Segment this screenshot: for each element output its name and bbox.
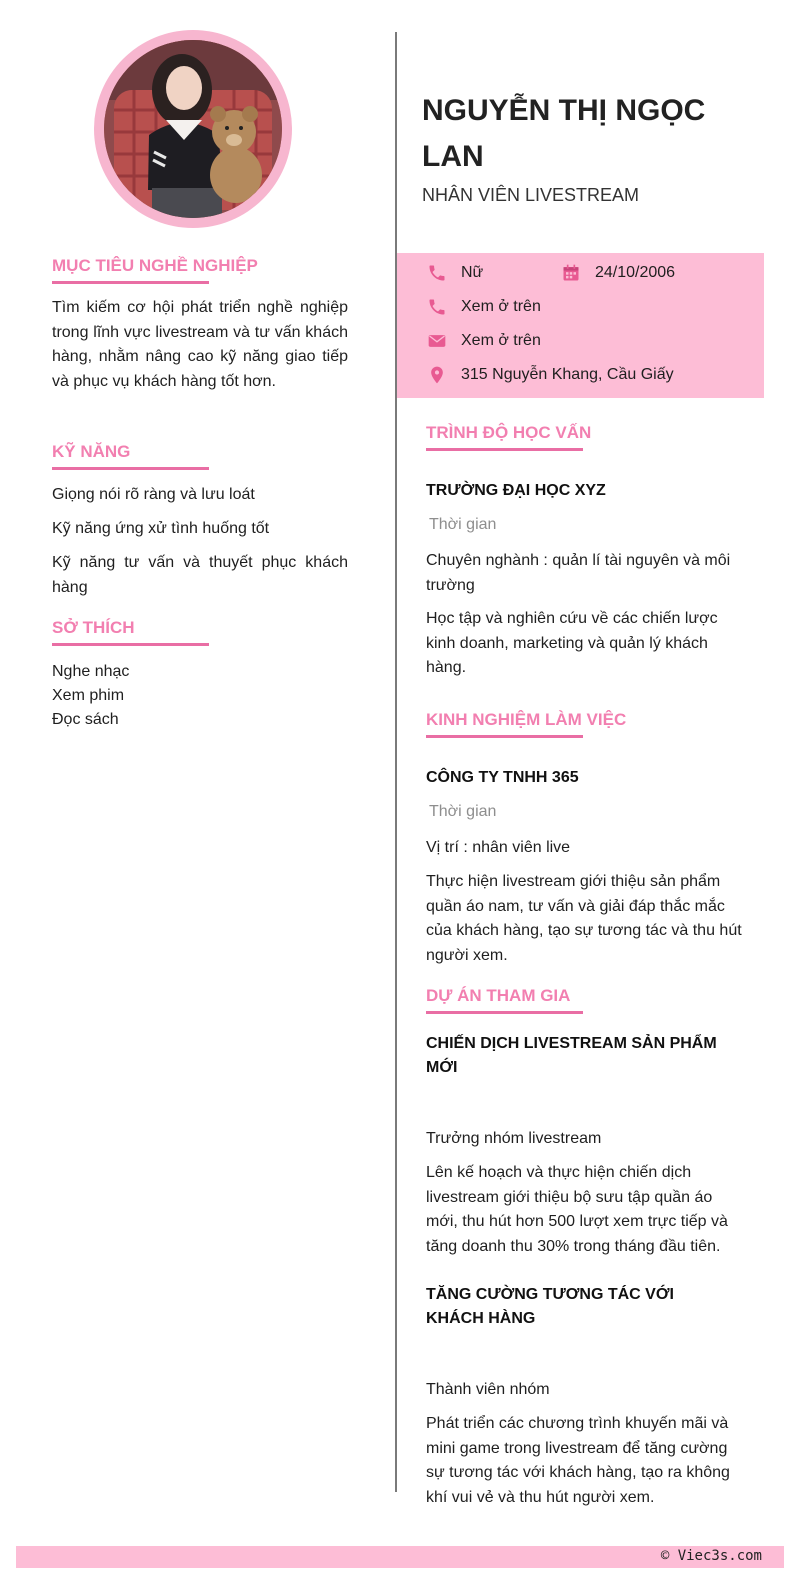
company-name: CÔNG TY TNHH 365	[426, 769, 579, 786]
footer-credit: © Viec3s.com	[660, 1548, 762, 1564]
hobby-item: Xem phim	[52, 687, 125, 704]
location-pin-icon	[427, 365, 447, 385]
education-title: TRÌNH ĐỘ HỌC VẤN	[426, 423, 592, 442]
education-desc: Học tập và nghiên cứu về các chiến lược kinh doanh, marketing và quản lý khách hàng.	[426, 610, 718, 676]
projects-section-title	[426, 986, 583, 1014]
hobbies-title: SỞ THÍCH	[52, 618, 135, 637]
phone-icon	[427, 297, 447, 317]
objective-section-title	[52, 256, 258, 284]
calendar-icon	[561, 263, 581, 283]
contact-email	[427, 331, 541, 351]
experience-time: Thời gian	[429, 803, 497, 820]
envelope-icon	[427, 331, 447, 351]
education-section-title	[426, 423, 591, 451]
skills-rule	[52, 467, 209, 470]
dob-value: 24/10/2006	[595, 264, 676, 281]
avatar-illustration	[104, 40, 282, 218]
project-desc: Lên kế hoạch và thực hiện chiến dịch livestream giới thiệu bộ sưu tập quần áo mới, thu hút hơn 500 lượt xem trực tiếp và tăng doanh thu 30% trong tháng đầu tiên.	[426, 1164, 728, 1255]
avatar-photo	[104, 40, 282, 218]
objective-rule	[52, 281, 209, 284]
candidate-role: NHÂN VIÊN LIVESTREAM	[422, 185, 640, 205]
education-time: Thời gian	[429, 516, 497, 533]
experience-section-title	[426, 710, 626, 738]
project-name: TĂNG CƯỜNG TƯƠNG TÁC VỚI KHÁCH HÀNG	[426, 1286, 674, 1327]
skills-section-title	[52, 442, 212, 470]
hobbies-rule	[52, 643, 209, 646]
experience-position: Vị trí : nhân viên live	[426, 839, 571, 856]
experience-desc: Thực hiện livestream giới thiệu sản phẩm quần áo nam, tư vấn và giải đáp thắc mắc của khách hàng, tạo sự tương tác và thu hút người xem.	[426, 873, 742, 964]
projects-rule	[426, 1011, 583, 1014]
contact-phone	[427, 297, 541, 317]
contact-panel	[397, 253, 764, 398]
objective-title: MỤC TIÊU NGHỀ NGHIỆP	[52, 256, 258, 275]
skills-title: KỸ NĂNG	[52, 442, 131, 461]
skill-item: Kỹ năng tư vấn và thuyết phục khách hàng	[52, 554, 348, 596]
contact-dob	[561, 263, 675, 283]
footer-band	[16, 1546, 784, 1568]
skill-item: Giọng nói rõ ràng và lưu loát	[52, 486, 255, 503]
gender-value: Nữ	[461, 264, 484, 281]
email-value: Xem ở trên	[461, 332, 541, 349]
project-role: Thành viên nhóm	[426, 1381, 550, 1398]
contact-gender	[427, 263, 483, 283]
experience-rule	[426, 735, 583, 738]
school-name: TRƯỜNG ĐẠI HỌC XYZ	[426, 482, 606, 499]
phone-icon	[427, 263, 447, 283]
experience-title: KINH NGHIỆM LÀM VIỆC	[426, 710, 627, 729]
project-name: CHIẾN DỊCH LIVESTREAM SẢN PHẨM MỚI	[426, 1035, 717, 1076]
education-rule	[426, 448, 583, 451]
avatar	[94, 30, 292, 228]
hobbies-section-title	[52, 618, 212, 646]
hobby-item: Đọc sách	[52, 711, 119, 728]
skill-item: Kỹ năng ứng xử tình huống tốt	[52, 520, 270, 537]
hobby-item: Nghe nhạc	[52, 663, 130, 680]
contact-address	[427, 365, 674, 385]
candidate-name: NGUYỄN THỊ NGỌC LAN	[422, 94, 706, 173]
address-value: 315 Nguyễn Khang, Cầu Giấy	[461, 366, 674, 383]
education-major: Chuyên nghành : quản lí tài nguyên và môi trường	[426, 552, 731, 594]
objective-text: Tìm kiếm cơ hội phát triển nghề nghiệp trong lĩnh vực livestream và tư vấn khách hàng, nhằm nâng cao kỹ năng giao tiếp và phục vụ khách hàng tốt hơn.	[52, 299, 348, 390]
project-role: Trưởng nhóm livestream	[426, 1130, 602, 1147]
projects-title: DỰ ÁN THAM GIA	[426, 986, 571, 1005]
project-desc: Phát triển các chương trình khuyến mãi và mini game trong livestream để tăng cường sự tương tác với khách hàng, tạo ra không khí vui vẻ và thu hút người xem.	[426, 1415, 730, 1506]
column-divider	[395, 32, 397, 1492]
phone-value: Xem ở trên	[461, 298, 541, 315]
